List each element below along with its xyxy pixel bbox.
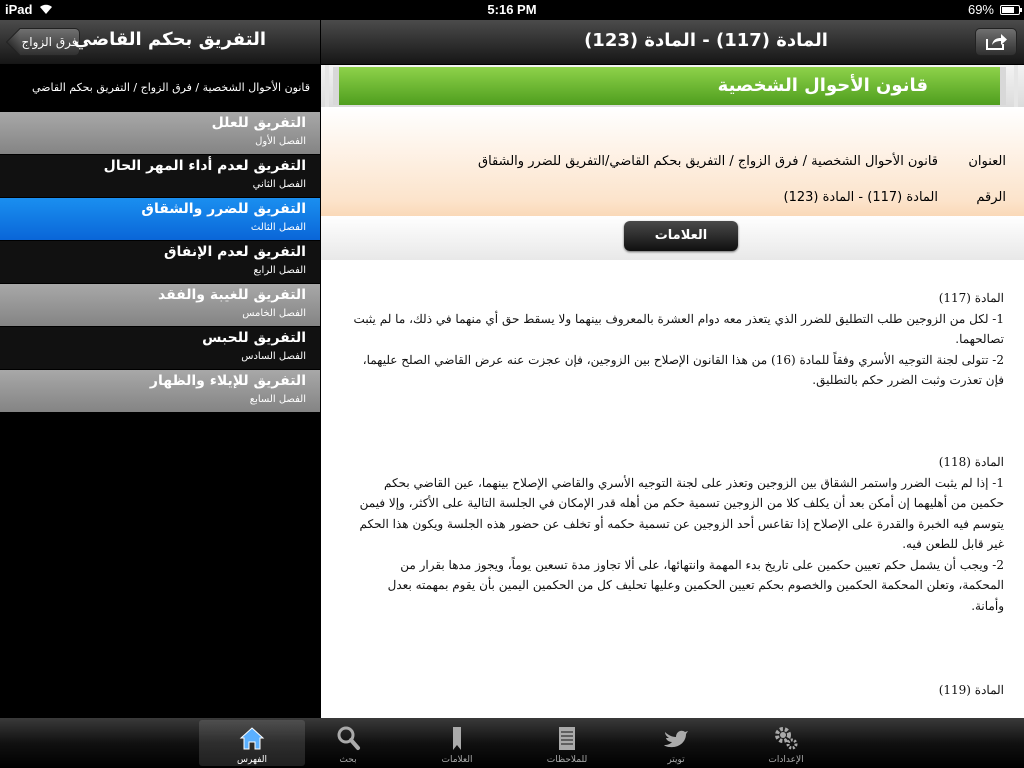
article-range-title: المادة (117) - المادة (123): [584, 30, 828, 51]
article-text: [321, 260, 1024, 718]
tab-bookmarks[interactable]: [404, 720, 510, 766]
chapter-item-5[interactable]: [0, 284, 320, 327]
article-heading: المادة (118): [938, 455, 1004, 469]
twitter-bird-icon: [662, 724, 690, 752]
tab-label: الإعدادات: [768, 755, 804, 765]
chapter-subtitle: الفصل الرابع: [253, 265, 306, 276]
chapter-title: التفريق للعلل: [211, 115, 306, 131]
chapter-item-2[interactable]: [0, 155, 320, 198]
chapter-item-7[interactable]: [0, 370, 320, 413]
tab-bar: [0, 718, 1024, 768]
home-icon: [238, 724, 266, 752]
meta-number-row: [784, 190, 1006, 205]
chapter-title: التفريق للغيبة والفقد: [158, 287, 306, 303]
tab-label: العلامات: [441, 755, 473, 765]
article-clause: 2- تتولى لجنة التوجيه الأسري وفقاً للمادة (16) من هذا القانون الإصلاح بين الزوجين، فإن عجزت عنه عرض القاضي الصلح عليهما، فإن تعذرت وثبت الضرر حكم بالتطليق.: [362, 352, 1004, 387]
left-panel-title: التفريق بحكم القاضي: [73, 29, 266, 50]
banner-strip: [333, 67, 1006, 105]
chapter-item-6[interactable]: [0, 327, 320, 370]
article-118: [352, 452, 1004, 616]
chapter-item-4[interactable]: [0, 241, 320, 284]
status-bar: [0, 0, 1024, 20]
chapter-title: التفريق للضرر والشقاق: [141, 201, 306, 217]
banner-title: قانون الأحوال الشخصية: [717, 75, 928, 96]
chapter-title: التفريق لعدم الإنفاق: [163, 244, 306, 260]
banner-right-edge: [1014, 65, 1018, 107]
tab-label: الفهرس: [237, 755, 267, 765]
address-value: قانون الأحوال الشخصية / فرق الزواج / التفريق بحكم القاضي/التفريق للضرر والشقاق: [477, 154, 938, 169]
chapter-subtitle: الفصل الثاني: [252, 179, 306, 190]
tab-settings[interactable]: [733, 720, 839, 766]
article-meta: [321, 108, 1024, 216]
article-119: [352, 680, 1004, 701]
article-detail-panel: [321, 20, 1024, 718]
chapter-subtitle: الفصل الثالث: [250, 222, 306, 233]
bookmark-icon: [443, 724, 471, 752]
chapter-list: [0, 112, 320, 413]
battery-icon: [1000, 5, 1020, 15]
tab-index[interactable]: [199, 720, 305, 766]
tab-notes[interactable]: [514, 720, 620, 766]
share-button[interactable]: [975, 28, 1017, 56]
tab-search[interactable]: [295, 720, 401, 766]
chapter-title: التفريق لعدم أداء المهر الحال: [103, 158, 306, 174]
back-button[interactable]: [6, 28, 80, 56]
tab-twitter[interactable]: [623, 720, 729, 766]
battery-percent: 69%: [967, 2, 994, 17]
article-117: [352, 288, 1004, 391]
breadcrumb: [0, 65, 320, 112]
banner-left-edge: [325, 65, 329, 107]
chapter-subtitle: الفصل السادس: [241, 351, 306, 362]
clock: 5:16 PM: [487, 2, 537, 17]
meta-address-row: [478, 154, 1006, 169]
chapter-title: التفريق للحبس: [202, 330, 306, 346]
tab-label: بحث: [339, 755, 357, 765]
number-value: المادة (117) - المادة (123): [783, 190, 938, 205]
back-button-label: فرق الزواج: [20, 28, 80, 56]
bookmarks-button[interactable]: العلامات: [624, 221, 738, 251]
right-navigation-bar: [321, 20, 1024, 65]
article-clause: 1- لكل من الزوجين طلب التطليق للضرر الذي يتعذر معه دوام العشرة بالمعروف بينهما ولا يسقط حق أي منهما في ذلك، ما لم يثبت تصالحهما.: [353, 311, 1004, 346]
chapter-subtitle: الفصل السابع: [249, 394, 306, 405]
chapter-title: التفريق للإيلاء والظهار: [149, 373, 306, 389]
gear-icon: [772, 724, 800, 752]
chapter-item-3-selected[interactable]: [0, 198, 320, 241]
bookmarks-bar: [321, 216, 1024, 260]
left-navigation-bar: [0, 20, 320, 65]
notepad-icon: [553, 724, 581, 752]
article-clause: 1- إذا لم يثبت الضرر واستمر الشقاق بين الزوجين وتعذر على لجنة التوجيه الأسري والقاضي الإصلاح بينهما، عين القاضي بحكم حكمين من أهليهما إن أمكن بعد أن يكلف كلا من الزوجين تسمية حكم من أهله قدر الإمكان في الجلسة التالية على الأكثر، وإلا فيمن يتوسم فيه الخبرة والقدرة على الإصلاح إذا تقاعس أحد الزوجين عن تسمية حكمه أو تخلف عن حضور هذه الجلسة ويكون هذا الحكم غير قابل للطعن فيه.: [359, 475, 1004, 551]
article-heading: المادة (119): [938, 683, 1004, 697]
share-icon: [985, 33, 1009, 51]
breadcrumb-text: قانون الأحوال الشخصية / فرق الزواج / التفريق بحكم القاضي: [31, 81, 310, 94]
article-heading: المادة (117): [938, 291, 1004, 305]
chapter-subtitle: الفصل الخامس: [242, 308, 306, 319]
tab-label: للملاحظات: [546, 755, 588, 765]
device-name: iPad: [5, 2, 33, 17]
chapter-subtitle: الفصل الأول: [255, 136, 306, 147]
tab-label: تويتر: [667, 755, 685, 765]
chapter-item-1[interactable]: [0, 112, 320, 155]
article-clause: 2- ويجب أن يشمل حكم تعيين حكمين على تاريخ بدء المهمة وانتهائها، على ألا تجاوز مدة تسعين يوماً، ويجوز مدها بقرار من المحكمة، وتعلن المحكمة الحكمين والخصوم بحكم تعيين الحكمين وعليها تحليف كل من الحكمين اليمين بأن يقوم بمهمته بعدل وأمانة.: [387, 557, 1004, 613]
search-icon: [334, 724, 362, 752]
law-banner: [321, 65, 1024, 107]
address-label: العنوان: [968, 154, 1006, 169]
chapter-list-panel: [0, 20, 320, 718]
number-label: الرقم: [976, 190, 1006, 205]
